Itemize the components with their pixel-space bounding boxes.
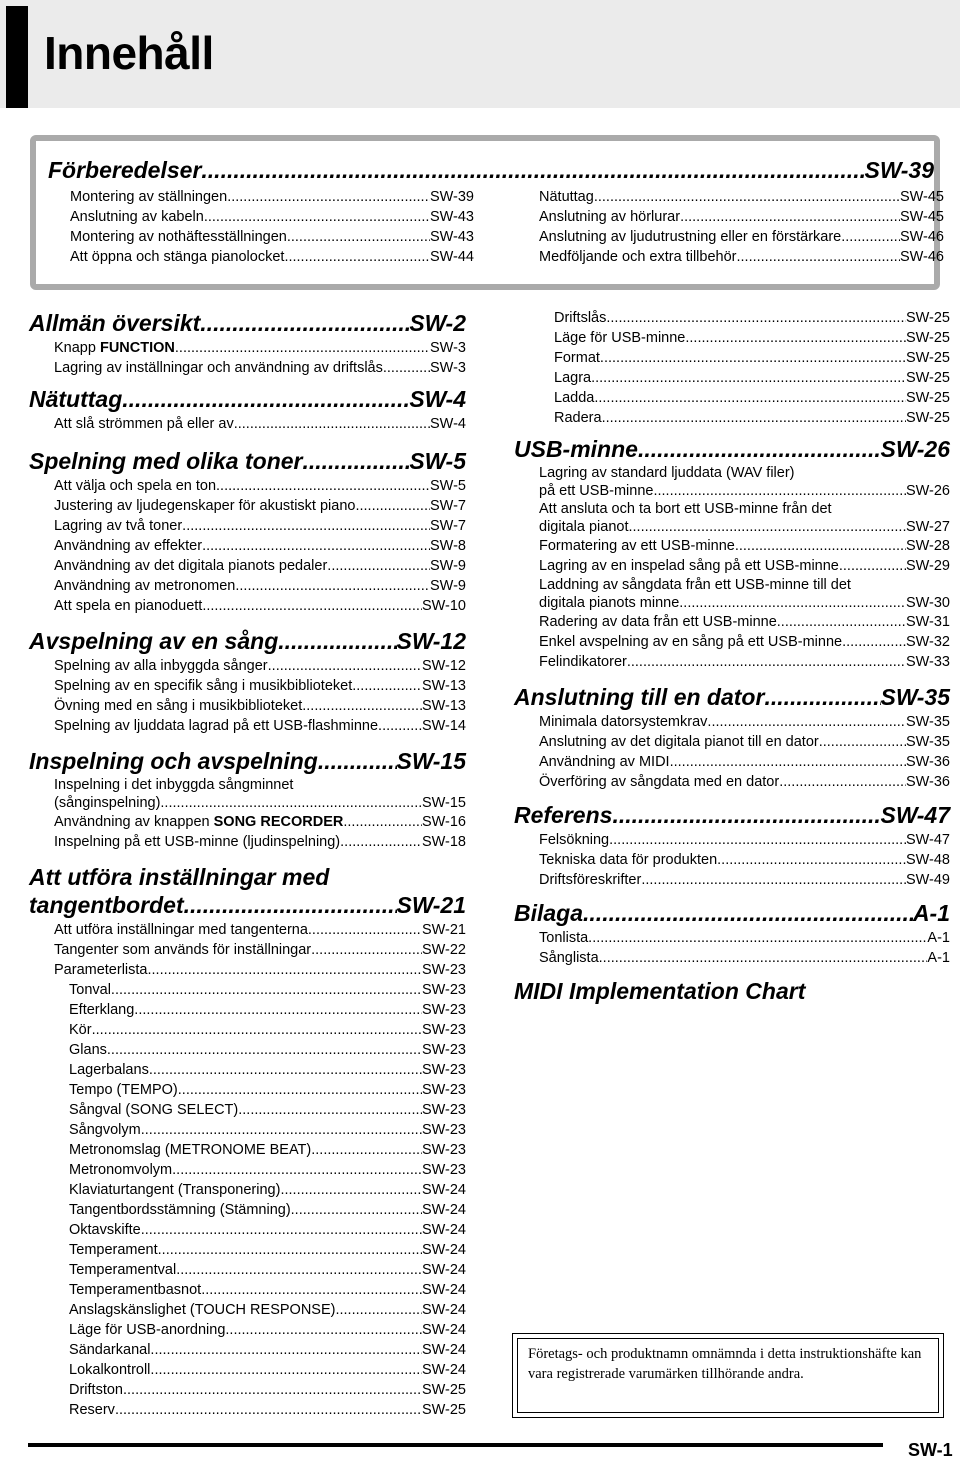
toc-entry[interactable]: Radering av data från ett USB-minne ..... SW-31	[514, 612, 950, 632]
toc-entry[interactable]: Minimala datorsystemkrav ..... SW-35	[514, 712, 950, 732]
toc-entry[interactable]: Oktavskifte ..... SW-24	[29, 1220, 466, 1240]
toc-entry[interactable]: Att spela en pianoduett ..... SW-10	[29, 596, 466, 616]
section-usb[interactable]: USB-minne ..... SW-26	[514, 434, 950, 464]
toc-entry[interactable]: Lagring av en inspelad sång på ett USB-minne ..... SW-29	[514, 556, 950, 576]
toc-entry[interactable]: Knapp FUNCTION ..... SW-3	[29, 338, 466, 358]
toc-entry[interactable]: Anslagskänslighet (TOUCH RESPONSE) ..... SW-24	[29, 1300, 466, 1320]
toc-entry[interactable]: Driftslås ..... SW-25	[514, 308, 950, 328]
toc-entry-line[interactable]: Lagring av standard ljuddata (WAV filer)	[539, 465, 795, 481]
toc-entry[interactable]: Format ..... SW-25	[514, 348, 950, 368]
section-settings-line1[interactable]: Att utföra inställningar med	[29, 864, 330, 890]
toc-entry[interactable]: Inspelning på ett USB-minne (ljudinspelning) ..... SW-18	[29, 832, 466, 852]
toc-right-column	[514, 308, 950, 1004]
toc-entry[interactable]: Överföring av sångdata med en dator ..... SW-36	[514, 772, 950, 792]
toc-entry[interactable]: Felindikatorer ..... SW-33	[514, 652, 950, 672]
prep-box	[30, 135, 944, 290]
page-number: SW-1	[908, 1440, 953, 1460]
toc-entry[interactable]: Lagring av två toner ..... SW-7	[29, 516, 466, 536]
toc-entry[interactable]: Sånglista ..... A-1	[514, 948, 950, 968]
section-midi[interactable]: MIDI Implementation Chart	[514, 978, 806, 1004]
toc-entry[interactable]: Felsökning ..... SW-47	[514, 830, 950, 850]
section-song[interactable]: Avspelning av en sång ..... SW-12	[29, 626, 466, 656]
toc-entry[interactable]: Sångvolym ..... SW-23	[29, 1120, 466, 1140]
toc-entry[interactable]: Ladda ..... SW-25	[514, 388, 950, 408]
prep-right-list	[539, 187, 944, 267]
toc-entry[interactable]: Kör ..... SW-23	[29, 1020, 466, 1040]
toc-entry[interactable]: på ett USB-minne ..... SW-26	[514, 482, 950, 500]
section-computer[interactable]: Anslutning till en dator ..... SW-35	[514, 682, 950, 712]
toc-entry[interactable]: Sångval (SONG SELECT) ..... SW-23	[29, 1100, 466, 1120]
toc-entry[interactable]: Användning av effekter ..... SW-8	[29, 536, 466, 556]
header	[0, 0, 960, 108]
toc-entry[interactable]: digitala pianots minne ..... SW-30	[514, 594, 950, 612]
toc-entry[interactable]: Driftsföreskrifter ..... SW-49	[514, 870, 950, 890]
toc-entry-line[interactable]: Laddning av sångdata från ett USB-minne till det	[539, 577, 851, 593]
toc-entry[interactable]: Radera ..... SW-25	[514, 408, 950, 428]
toc-entry[interactable]: Temperamentbasnot ..... SW-24	[29, 1280, 466, 1300]
toc-entry[interactable]: Tangentbordsstämning (Stämning) ..... SW-24	[29, 1200, 466, 1220]
section-tones[interactable]: Spelning med olika toner ..... SW-5	[29, 446, 466, 476]
toc-entry[interactable]: Användning av det digitala pianots pedaler ..... SW-9	[29, 556, 466, 576]
toc-entry[interactable]: Driftston ..... SW-25	[29, 1380, 466, 1400]
toc-entry[interactable]: Att välja och spela en ton ..... SW-5	[29, 476, 466, 496]
toc-entry[interactable]: Efterklang ..... SW-23	[29, 1000, 466, 1020]
footer-rule	[28, 1443, 883, 1447]
toc-entry[interactable]: Klaviaturtangent (Transponering) ..... SW-24	[29, 1180, 466, 1200]
toc-entry[interactable]: Montering av ställningen ..... SW-39	[70, 187, 474, 207]
section-title: Förberedelser	[48, 157, 202, 183]
toc-entry[interactable]: Anslutning av kabeln ..... SW-43	[70, 207, 474, 227]
toc-entry[interactable]: Tekniska data för produkten ..... SW-48	[514, 850, 950, 870]
toc-entry[interactable]: Tangenter som används för inställningar ..... SW-22	[29, 940, 466, 960]
toc-entry[interactable]: Lagring av inställningar och användning av driftslås ..... SW-3	[29, 358, 466, 378]
section-recording[interactable]: Inspelning och avspelning ..... SW-15	[29, 746, 466, 776]
toc-entry[interactable]: Temperament ..... SW-24	[29, 1240, 466, 1260]
toc-entry[interactable]: (sånginspelning) ..... SW-15	[29, 794, 466, 812]
toc-entry[interactable]: Tonval ..... SW-23	[29, 980, 466, 1000]
trademark-note	[512, 1333, 944, 1418]
toc-entry[interactable]: Anslutning av hörlurar ..... SW-45	[539, 207, 944, 227]
toc-entry[interactable]: Spelning av alla inbyggda sånger ..... SW-12	[29, 656, 466, 676]
toc-entry[interactable]: Användning av knappen SONG RECORDER ..... SW-16	[29, 812, 466, 832]
section-settings[interactable]: tangentbordet ..... SW-21	[29, 890, 466, 920]
note-text: Företags- och produktnamn omnämnda i detta instruktionshäfte kan vara registrerade varumärken tillhörande andra.	[528, 1346, 922, 1382]
header-bar	[6, 6, 28, 108]
toc-entry-line[interactable]: Inspelning i det inbyggda sångminnet	[54, 777, 294, 793]
toc-entry[interactable]: Att utföra inställningar med tangenterna ..... SW-21	[29, 920, 466, 940]
toc-entry[interactable]: Läge för USB-anordning ..... SW-24	[29, 1320, 466, 1340]
toc-entry[interactable]: Parameterlista ..... SW-23	[29, 960, 466, 980]
toc-entry[interactable]: Sändarkanal ..... SW-24	[29, 1340, 466, 1360]
toc-entry[interactable]: Tonlista ..... A-1	[514, 928, 950, 948]
toc-entry[interactable]: Användning av metronomen ..... SW-9	[29, 576, 466, 596]
toc-left-column	[29, 308, 466, 1420]
toc-entry[interactable]: Att slå strömmen på eller av ..... SW-4	[29, 414, 466, 434]
toc-entry[interactable]: Glans ..... SW-23	[29, 1040, 466, 1060]
toc-entry[interactable]: Lagra ..... SW-25	[514, 368, 950, 388]
toc-entry[interactable]: Anslutning av det digitala pianot till en dator ..... SW-35	[514, 732, 950, 752]
toc-entry[interactable]: Spelning av ljuddata lagrad på ett USB-flashminne ..... SW-14	[29, 716, 466, 736]
toc-entry[interactable]: digitala pianot ..... SW-27	[514, 518, 950, 536]
toc-entry[interactable]: Användning av MIDI ..... SW-36	[514, 752, 950, 772]
section-appendix[interactable]: Bilaga ..... A-1	[514, 898, 950, 928]
toc-entry[interactable]: Montering av nothäftesställningen ..... SW-43	[70, 227, 474, 247]
toc-entry[interactable]: Lokalkontroll ..... SW-24	[29, 1360, 466, 1380]
toc-entry[interactable]: Att öppna och stänga pianolocket ..... SW-44	[70, 247, 474, 267]
toc-entry-line[interactable]: Att ansluta och ta bort ett USB-minne från det	[539, 501, 832, 517]
toc-entry[interactable]: Lagerbalans ..... SW-23	[29, 1060, 466, 1080]
toc-entry[interactable]: Spelning av en specifik sång i musikbiblioteket ..... SW-13	[29, 676, 466, 696]
section-general[interactable]: Allmän översikt ..... SW-2	[29, 308, 466, 338]
toc-entry[interactable]: Formatering av ett USB-minne ..... SW-28	[514, 536, 950, 556]
toc-entry[interactable]: Enkel avspelning av en sång på ett USB-minne ..... SW-32	[514, 632, 950, 652]
toc-entry[interactable]: Metronomslag (METRONOME BEAT) ..... SW-23	[29, 1140, 466, 1160]
toc-entry[interactable]: Medföljande och extra tillbehör ..... SW-46	[539, 247, 944, 267]
section-reference[interactable]: Referens ..... SW-47	[514, 800, 950, 830]
prep-left-list	[70, 187, 474, 267]
section-prep[interactable]	[48, 155, 934, 185]
toc-entry[interactable]: Anslutning av ljudutrustning eller en förstärkare ..... SW-46	[539, 227, 944, 247]
toc-entry[interactable]: Temperamentval ..... SW-24	[29, 1260, 466, 1280]
toc-entry[interactable]: Tempo (TEMPO) ..... SW-23	[29, 1080, 466, 1100]
toc-entry[interactable]: Läge för USB-minne ..... SW-25	[514, 328, 950, 348]
toc-entry[interactable]: Metronomvolym ..... SW-23	[29, 1160, 466, 1180]
toc-entry[interactable]: Nätuttag ..... SW-45	[539, 187, 944, 207]
toc-entry[interactable]: Justering av ljudegenskaper för akustiskt piano ..... SW-7	[29, 496, 466, 516]
page-title: Innehåll	[44, 27, 214, 79]
section-power[interactable]: Nätuttag ..... SW-4	[29, 384, 466, 414]
toc-entry[interactable]: Övning med en sång i musikbiblioteket ..... SW-13	[29, 696, 466, 716]
toc-entry[interactable]: Reserv ..... SW-25	[29, 1400, 466, 1420]
section-page: SW-39	[864, 157, 934, 183]
